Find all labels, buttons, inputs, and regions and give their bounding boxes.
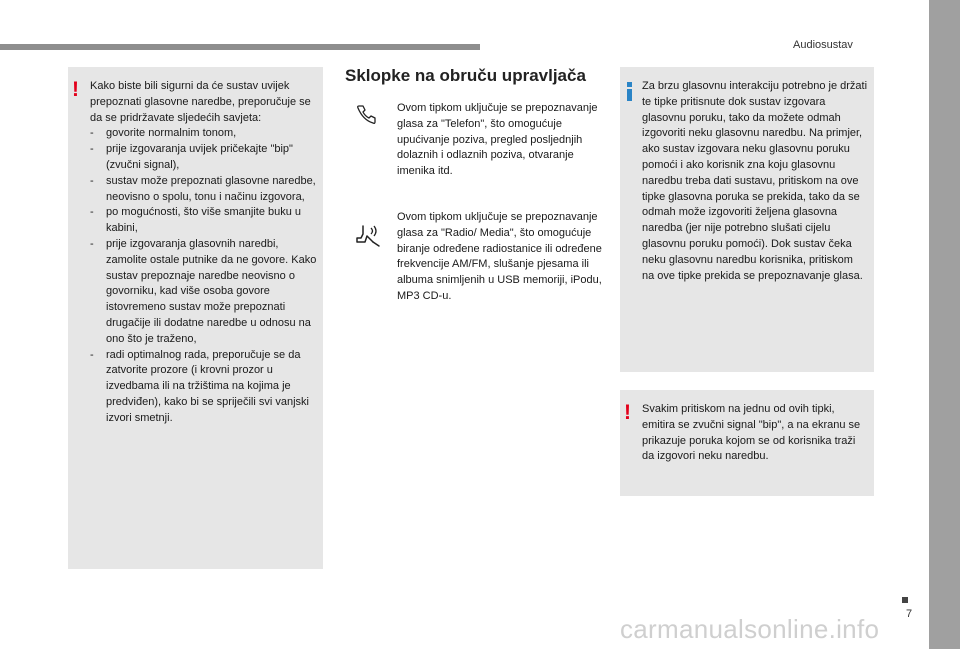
- list-item: - sustav može prepoznati glasovne naredbe, neovisno o spolu, tonu i načinu izgovora,: [90, 174, 317, 206]
- page-title: Sklopke na obruču upravljača: [345, 66, 586, 85]
- header-rule: [0, 44, 480, 50]
- page-edge-strip: [929, 0, 960, 649]
- info-icon: [627, 82, 632, 101]
- page-number: 7: [906, 608, 913, 620]
- warning-icon: !: [72, 78, 79, 101]
- voice-command-icon: [353, 222, 383, 250]
- warning-list: [90, 126, 317, 426]
- info-box: [620, 67, 874, 372]
- note-text: Svakim pritiskom na jednu od ovih tipki, emitira se zvučni signal "bip", a na ekranu se prikazuje poruka kojom se od korisnika traži da izgovori neku naredbu.: [642, 403, 861, 463]
- info-text: Za brzu glasovnu interakciju potrebno je držati te tipke pritisnute dok sustav izgovara glasovnu poruku, tako da možete odmah izgovoriti neku glasovnu naredbu. Na primjer, ako sustav izgovara neku glasovnu poruku pomoći i ako korisnik zna koju glasovnu naredbu treba dati sustavu, pritiskom na ove tipke glasovna poruka se prekida, tako da se odmah može izgovoriti željena glasovna naredba (jer nije potrebno slušati cijelu glasovnu poruku pomoći). Dok sustav čeka neku glasovnu naredbu korisnika, pritiskom na ove tipke prekida se prepoznavanje glasa.: [642, 80, 868, 282]
- feature-telephone: Ovom tipkom uključuje se prepoznavanje glasa za "Telefon", što omogućuje upućivanje poziva, pregled posljednjih dolaznih i odlaznih poziva, otvaranje imenika itd.: [397, 102, 598, 178]
- warning-intro: Kako biste bili sigurni da će sustav uvijek prepoznati glasovne naredbe, preporučuje se da se pridržavate sljedećih savjeta:: [90, 80, 311, 124]
- watermark: carmanualsonline.info: [620, 614, 880, 644]
- feature-radio-media: Ovom tipkom uključuje se prepoznavanje glasa za "Radio/ Media", što omogućuje biranje određene radiostanice ili određene frekvencije AM/FM, slušanje pjesama ili albuma snimljenih u USB memoriji, iPodu, MP3 CD-u.: [397, 211, 602, 302]
- list-item: - radi optimalnog rada, preporučuje se da zatvorite prozore (i krovni prozor u izvedbama ili na tržištima na kojima je predviđen), kako bi se spriječili svi vanjski izvori smetnji.: [90, 348, 317, 427]
- phone-icon: [355, 104, 383, 126]
- list-item: - po mogućnosti, što više smanjite buku u kabini,: [90, 205, 317, 237]
- note-box: [620, 390, 874, 496]
- warning-box: [68, 67, 323, 569]
- list-item: - govorite normalnim tonom,: [90, 126, 317, 142]
- warning-icon: !: [624, 401, 631, 424]
- end-of-section-marker: [902, 597, 908, 603]
- section-title: Audiosustav: [793, 39, 853, 51]
- list-item: - prije izgovaranja glasovnih naredbi, zamolite ostale putnike da ne govore. Kako sustav prepoznaje naredbe neovisno o govorniku, kad više osoba govore istovremeno sustav može prepoznati drugačije ili dodatne naredbe u odnosu na ono što je traženo,: [90, 237, 317, 348]
- list-item: - prije izgovaranja uvijek pričekajte "bip" (zvučni signal),: [90, 142, 317, 174]
